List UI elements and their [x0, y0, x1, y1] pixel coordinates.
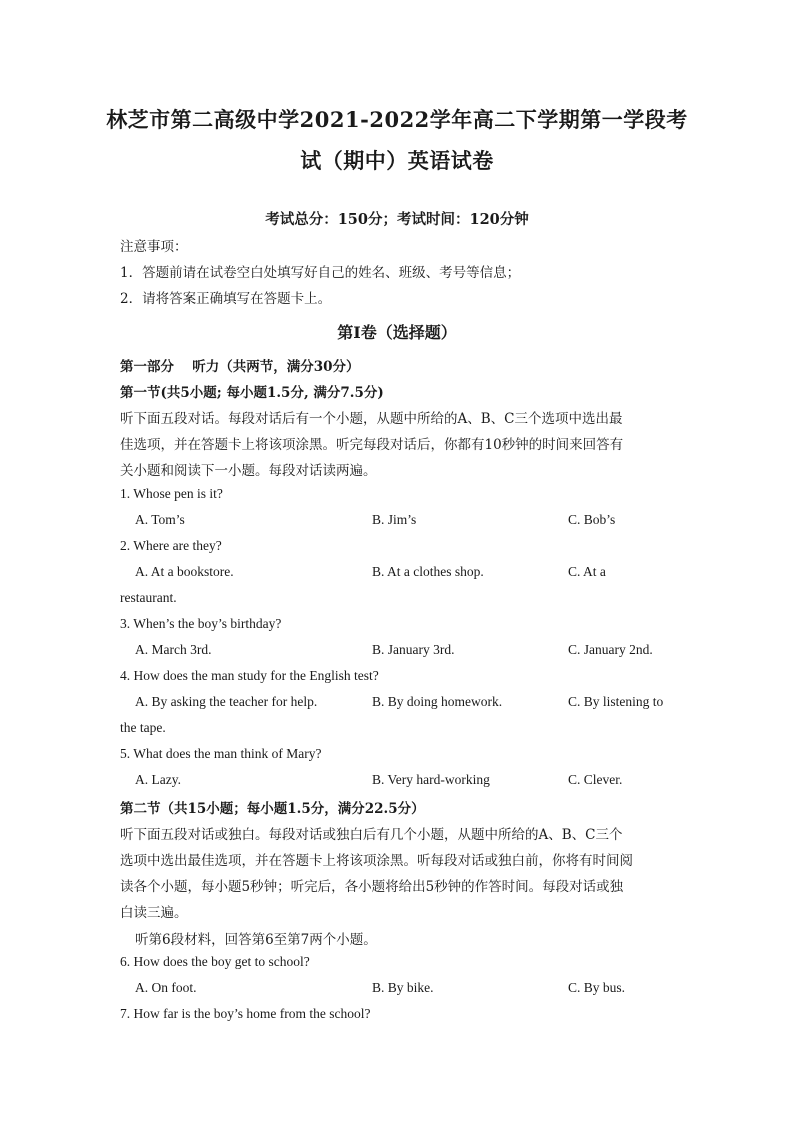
question-1: 1. Whose pen is it? — [120, 486, 223, 501]
q5-option-b: B. Very hard-working — [372, 772, 490, 787]
q4-option-a: A. By asking the teacher for help. — [135, 694, 318, 709]
q4-option-c-wrap: the tape. — [120, 720, 166, 735]
section2-instruction-line: 读各个小题，每小题5秒钟；听完后，各小题将给出5秒钟的作答时间。每段对话或独 — [120, 879, 624, 895]
section2-instruction-line: 白读三遍。 — [120, 905, 188, 921]
section2-instruction-line: 选项中选出最佳选项，并在答题卡上将该项涂黑。听每段对话或独白前，你将有时间阅 — [120, 853, 633, 869]
q2-option-a: A. At a bookstore. — [135, 564, 234, 579]
section2-heading: 第二节（共15小题；每小题1.5分，满分22.5分） — [120, 801, 425, 817]
q4-option-c: C. By listening to — [568, 694, 664, 709]
question-4: 4. How does the man study for the English test? — [120, 668, 379, 683]
section1-instruction-line: 佳选项，并在答题卡上将该项涂黑。听完每段对话后，你都有10秒钟的时间来回答有 — [120, 437, 624, 453]
exam-title-line1: 林芝市第二高级中学2021-2022学年高二下学期第一学段考 — [106, 107, 688, 132]
exam-info: 考试总分：150分；考试时间：120分钟 — [265, 211, 529, 228]
q6-option-a: A. On foot. — [135, 980, 197, 995]
question-3: 3. When’s the boy’s birthday? — [120, 616, 282, 631]
q4-option-b: B. By doing homework. — [372, 694, 503, 709]
volume-title: 第I卷（选择题） — [337, 323, 457, 342]
notes-item-2: 2．请将答案正确填写在答题卡上。 — [120, 291, 332, 307]
q2-option-b: B. At a clothes shop. — [372, 564, 484, 579]
material-note: 听第6段材料，回答第6至第7两个小题。 — [135, 932, 377, 948]
q5-option-c: C. Clever. — [568, 772, 623, 787]
q2-option-c: C. At a — [568, 564, 606, 579]
notes-heading: 注意事项： — [120, 239, 188, 255]
q2-option-c-wrap: restaurant. — [120, 590, 177, 605]
section1-heading: 第一节(共5小题; 每小题1.5分, 满分7.5分) — [120, 385, 384, 401]
q3-option-a: A. March 3rd. — [135, 642, 212, 657]
q3-option-c: C. January 2nd. — [568, 642, 653, 657]
part1-heading: 第一部分 听力（共两节，满分30分） — [120, 359, 360, 375]
question-2: 2. Where are they? — [120, 538, 222, 553]
question-5: 5. What does the man think of Mary? — [120, 746, 322, 761]
q6-option-c: C. By bus. — [568, 980, 626, 995]
q1-option-c: C. Bob’s — [568, 512, 616, 527]
q3-option-b: B. January 3rd. — [372, 642, 455, 657]
q6-option-b: B. By bike. — [372, 980, 434, 995]
section1-instruction-line: 听下面五段对话。每段对话后有一个小题，从题中所给的A、B、C三个选项中选出最 — [120, 411, 623, 427]
q1-option-b: B. Jim’s — [372, 512, 417, 527]
notes-item-1: 1．答题前请在试卷空白处填写好自己的姓名、班级、考号等信息； — [120, 265, 521, 281]
question-6: 6. How does the boy get to school? — [120, 954, 310, 969]
question-7: 7. How far is the boy’s home from the school? — [120, 1006, 371, 1021]
exam-title-line2: 试（期中）英语试卷 — [300, 148, 494, 173]
q5-option-a: A. Lazy. — [135, 772, 181, 787]
section2-instruction-line: 听下面五段对话或独白。每段对话或独白后有几个小题，从题中所给的A、B、C三个 — [120, 827, 623, 843]
q1-option-a: A. Tom’s — [135, 512, 185, 527]
section1-instruction-line: 关小题和阅读下一小题。每段对话读两遍。 — [120, 463, 377, 479]
